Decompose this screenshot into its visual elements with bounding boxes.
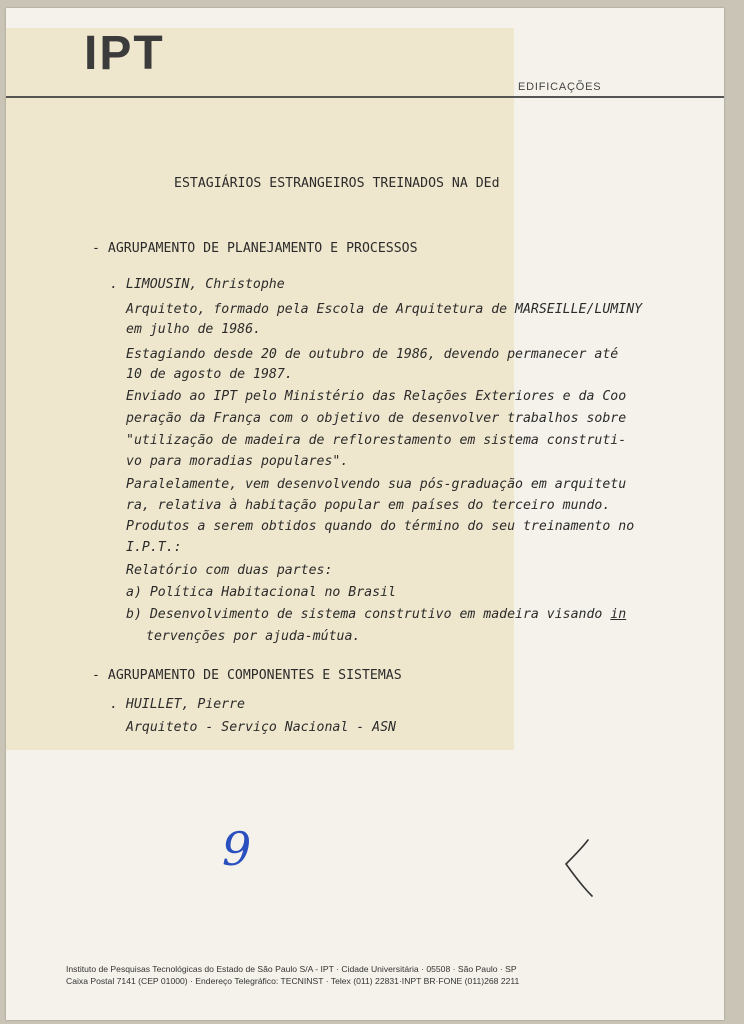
trainee-name-limousin: . LIMOUSIN, Christophe <box>110 277 285 292</box>
section-heading-componentes: - AGRUPAMENTO DE COMPONENTES E SISTEMAS <box>92 668 402 683</box>
text-line: Paralelamente, vem desenvolvendo sua pós-graduação em arquitetu <box>126 477 627 492</box>
handwritten-mark: 9 <box>222 822 252 876</box>
ipt-logo: IPT <box>84 27 165 80</box>
list-item-b <box>126 608 626 621</box>
department-label: EDIFICAÇÕES <box>518 81 602 93</box>
letterhead-page <box>6 8 724 1020</box>
text-line: I.P.T.: <box>126 540 182 555</box>
text-line: ra, relativa à habitação popular em países do terceiro mundo. <box>126 498 611 513</box>
underlined-text: in <box>610 607 627 622</box>
header-rule <box>6 96 724 98</box>
text-line: Estagiando desde 20 de outubro de 1986, devendo permanecer até <box>126 347 619 362</box>
text-line: Relatório com duas partes: <box>126 563 333 578</box>
trainee-name-huillet: . HUILLET, Pierre <box>110 697 245 712</box>
text-line: vo para moradias populares". <box>126 454 349 469</box>
text-line: peração da França com o objetivo de desenvolver trabalhos sobre <box>126 411 627 426</box>
handwritten-check-mark <box>562 838 596 900</box>
text-line: em julho de 1986. <box>126 322 261 337</box>
text-line: tervenções por ajuda-mútua. <box>146 629 361 644</box>
section-heading-planejamento: - AGRUPAMENTO DE PLANEJAMENTO E PROCESSOS <box>92 241 418 256</box>
text-line: Produtos a serem obtidos quando do término do seu treinamento no <box>126 519 635 534</box>
text-line: 10 de agosto de 1987. <box>126 367 293 382</box>
text-line: Arquiteto, formado pela Escola de Arquitetura de MARSEILLE/LUMINY <box>126 302 643 317</box>
footer-contact-line: Caixa Postal 7141 (CEP 01000) · Endereço Telegráfico: TECNINST · Telex (011) 22831·INPT BR·FONE (011)268 2211 <box>66 976 520 986</box>
text-segment: b) Desenvolvimento de sistema construtivo em madeira visando <box>126 607 611 622</box>
text-line: "utilização de madeira de reflorestamento em sistema construti- <box>126 433 627 448</box>
text-line: Arquiteto - Serviço Nacional - ASN <box>126 720 396 735</box>
document-title: ESTAGIÁRIOS ESTRANGEIROS TREINADOS NA DEd <box>174 176 500 191</box>
footer-address-line: Instituto de Pesquisas Tecnológicas do Estado de São Paulo S/A - IPT · Cidade Universitária · 05508 · São Paulo · SP <box>66 964 517 974</box>
text-line: Enviado ao IPT pelo Ministério das Relações Exteriores e da Coo <box>126 389 627 404</box>
list-item-a: a) Política Habitacional no Brasil <box>126 585 396 600</box>
